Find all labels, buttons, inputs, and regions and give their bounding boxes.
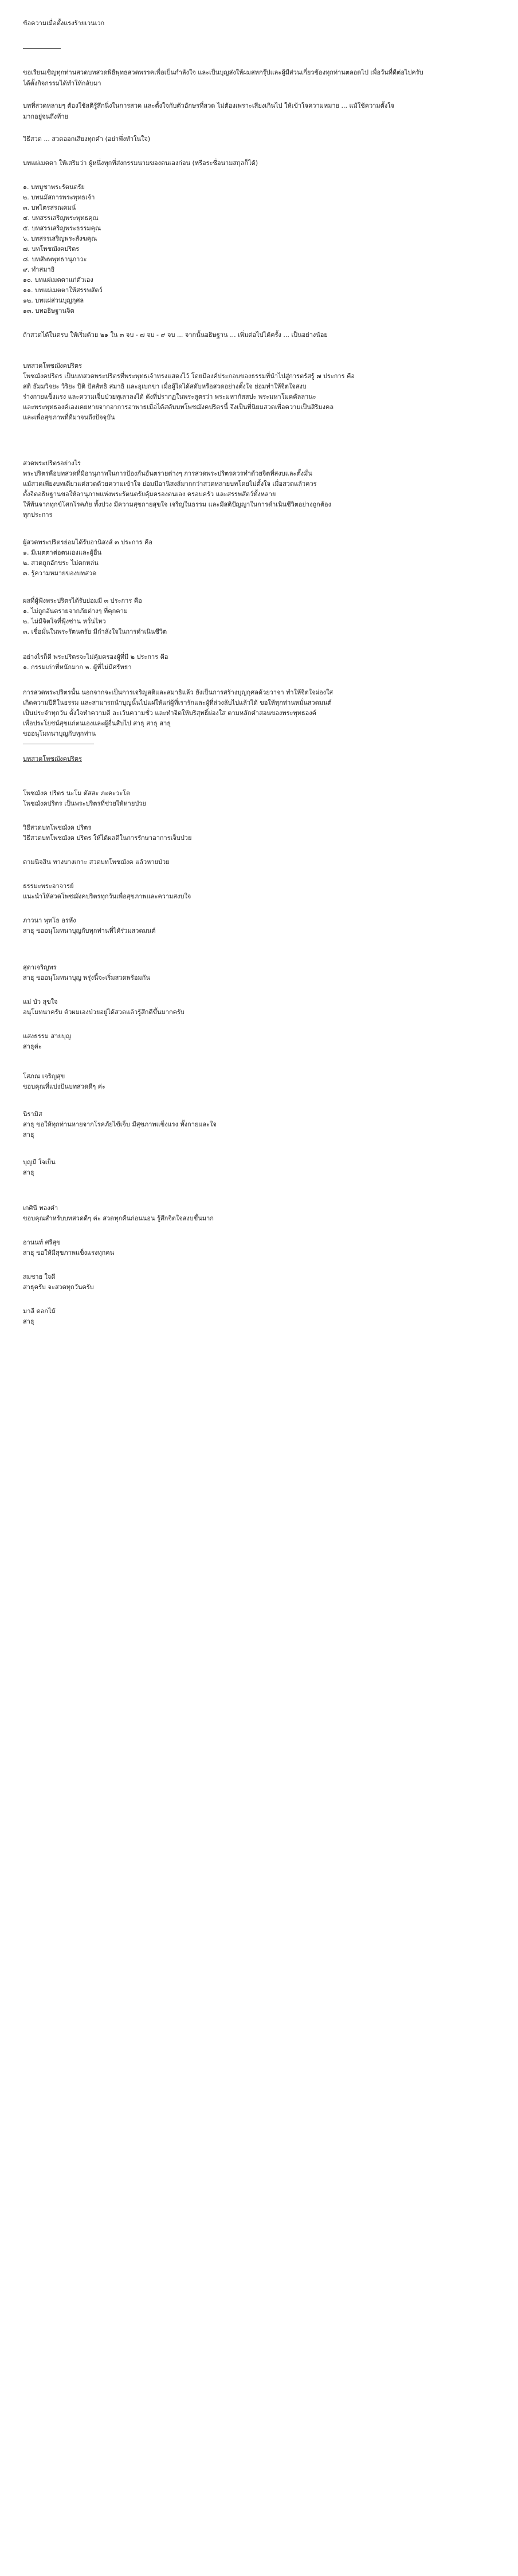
body-line: โพชฌังคปริตร เป็นบทสวดพระปริตรที่พระพุทธเจ้าทรงแสดงไว้ โดยมีองค์ประกอบของธรรมที่นำไปสู่การตรัสรู้ ๗ ประการ คือ	[23, 372, 355, 380]
intro-line: บทที่สวดหลายๆ ต้องใช้สติรู้สึกนิ่งในการสวด และตั้งใจกับตัวอักษรที่สวด ไม่ต้องเพราะเสียงเกินไป ให้เข้าใจความหมาย ... แม้ใช้ความตั้งใจ	[23, 102, 395, 109]
divider	[23, 48, 61, 49]
body-line: ๓. เชื่อมั่นในพระรัตนตรัย มีกำลังใจในการดำเนินชีวิต	[23, 628, 167, 635]
comment-text: แนะนำให้สวดโพชฌังคปริตรทุกวันเพื่อสุขภาพและความสงบใจ	[23, 893, 191, 900]
reply-author: แม่ บัว สุขใจ	[23, 998, 58, 1006]
chant-list-item: ๑. บทบูชาพระรัตนตรัย	[23, 183, 85, 191]
closing-line: เกิดความปีติในธรรม และสามารถนำบุญนั้นไปแผ่ให้แก่ผู้ที่เรารักและผู้ที่ล่วงลับไปแล้วได้ ขอให้ทุกท่านหมั่นสวดมนต์	[23, 699, 332, 706]
reply-text: สาธุ ขอให้ทุกท่านหายจากโรคภัยไข้เจ็บ มีสุขภาพแข็งแรง ทั้งกายและใจ	[23, 1121, 217, 1128]
chant-list-item: ๑๑. บทแผ่เมตตาให้สรรพสัตว์	[23, 286, 103, 294]
closing-line: การสวดพระปริตรนั้น นอกจากจะเป็นการเจริญสติและสมาธิแล้ว ยังเป็นการสร้างบุญกุศลด้วยวาจา ทำให้จิตใจผ่องใส	[23, 689, 333, 696]
intro-line: มากอยู่จนถึงท้าย	[23, 113, 69, 120]
comment-text: โพชฌังคปริตร เป็นพระปริตรที่ช่วยให้หายป่วย	[23, 800, 146, 807]
list-heading: บทแผ่เมตตา ให้เสริมว่า ผู้หนึ่งทุกที่ส่งกรรมนามของตนเองก่อน (หรือระชื่อนามสกุลก็ได้)	[23, 159, 258, 167]
chant-list-item: ๑๐. บทแผ่เมตตาแก่ตัวเอง	[23, 276, 93, 284]
comment-text: สาธุ ขออนุโมทนาบุญกับทุกท่านที่ได้ร่วมสวดมนต์	[23, 927, 156, 934]
body-line: และพระพุทธองค์เองเคยหายจากอาการอาพาธเมื่อได้สดับบทโพชฌังคปริตรนี้ จึงเป็นที่นิยมสวดเพื่อความเป็นสิริมงคล	[23, 403, 334, 411]
method-line: วิธีสวด ... สวดออกเสียงทุกคำ (อย่าพึ่งทำในใจ)	[23, 135, 151, 143]
comment-author: ภาวนา พุทโธ อรหัง	[23, 917, 76, 924]
chant-list-item: ๓. บทไตรสรณคมน์	[23, 204, 76, 211]
body-line: แม้สวดเพียงบทเดียวแต่สวดด้วยความเข้าใจ ย่อมมีอานิสงส์มากกว่าสวดหลายบทโดยไม่ตั้งใจ เมื่อสวดแล้วควร	[23, 480, 317, 488]
comment-author: วิธีสวดบทโพชฌังค ปริตร	[23, 824, 92, 831]
chant-list-item: ๙. ทำสมาธิ	[23, 266, 55, 273]
chant-list-item: ๗. บทโพชฌังคปริตร	[23, 245, 80, 253]
reply-text: สาธุ	[23, 1131, 34, 1138]
comment-author: อานนท์ ศรีสุข	[23, 1239, 61, 1246]
closing-line: ขออนุโมทนาบุญกับทุกท่าน	[23, 730, 96, 737]
comment-author: ธรรมะพระอาจารย์	[23, 882, 74, 890]
closing-line: เพื่อประโยชน์สุขแก่ตนเองและผู้อื่นสืบไป สาธุ สาธุ สาธุ	[23, 720, 171, 727]
comment-text: สาธุ ขอให้มีสุขภาพแข็งแรงทุกคน	[23, 1249, 115, 1256]
body-line: ให้พ้นจากทุกข์โศกโรคภัย ทั้งปวง มีความสุขกายสุขใจ เจริญในธรรม และมีสติปัญญาในการดำเนินชีวิตอย่างถูกต้อง	[23, 501, 331, 508]
section-heading: สวดพระปริตรอย่างไร	[23, 460, 81, 467]
footer-link[interactable]: บทสวดโพชฌังคปริตร	[23, 755, 82, 763]
comment-author: โพชฌังค ปริตร นะโม ตัสสะ ภะคะวะโต	[23, 790, 131, 797]
body-line: ๑. กรรมเก่าที่หนักมาก ๒. ผู้ที่ไม่มีศรัทธา	[23, 663, 132, 671]
comment-author: สมชาย ใจดี	[23, 1273, 56, 1281]
chant-list-item: ๕. บทสรรเสริญพระธรรมคุณ	[23, 225, 101, 232]
section-heading: ผลที่ผู้ฟังพระปริตรได้รับย่อมมี ๓ ประการ คือ	[23, 597, 142, 604]
reply-author: สุดาเจริญพร	[23, 964, 57, 971]
body-line: ร่างกายแข็งแรง และความเจ็บป่วยทุเลาลงได้ ดังที่ปรากฏในพระสูตรว่า พระมหากัสสปะ พระมหาโมคคัลลานะ	[23, 393, 316, 400]
reply-text: ขอบคุณที่แบ่งปันบทสวดดีๆ ค่ะ	[23, 1083, 105, 1090]
chant-list-item: ๔. บทสรรเสริญพระพุทธคุณ	[23, 214, 99, 222]
section-heading: บทสวดโพชฌังคปริตร	[23, 362, 82, 370]
body-line: และเพื่อสุขภาพที่ดีมาจนถึงปัจจุบัน	[23, 414, 115, 421]
comment-author: เกศินี ทองคำ	[23, 1204, 58, 1212]
intro-line: ได้ตั้งกิจกรรมได้ทำให้กลับมา	[23, 80, 101, 87]
body-line: ๓. รู้ความหมายของบทสวด	[23, 570, 97, 577]
reply-text: สาธุ ขออนุโมทนาบุญ พรุ่งนี้จะเริ่มสวดพร้อมกัน	[23, 974, 150, 981]
comment-text: ขอบคุณสำหรับบทสวดดีๆ ค่ะ สวดทุกคืนก่อนนอน รู้สึกจิตใจสงบขึ้นมาก	[23, 1215, 214, 1222]
comment-text: วิธีสวดบทโพชฌังค ปริตร ให้ได้ผลดีในการรักษาอาการเจ็บป่วย	[23, 834, 192, 842]
section-heading: อย่างไรก็ดี พระปริตรจะไม่คุ้มครองผู้ที่มี ๒ ประการ คือ	[23, 653, 168, 661]
post-title: ข้อความเมื่อตั้งแรงร้ายเวนเวก	[23, 19, 105, 27]
comment-author: มาลี ดอกไม้	[23, 1307, 56, 1315]
chant-list-item: ๖. บทสรรเสริญพระสังฆคุณ	[23, 235, 97, 242]
reply-author: บุญมี ใจเย็น	[23, 1159, 56, 1166]
body-line: พระปริตรคือบทสวดที่มีอานุภาพในการป้องกันอันตรายต่างๆ การสวดพระปริตรควรทำด้วยจิตที่สงบและตั้งมั่น	[23, 470, 312, 477]
repeat-note: ถ้าสวดได้ในตรบ ให้เริ่มด้วย ๒๑ ใน ๓ จบ - ๗ จบ - ๙ จบ ... จากนั้นอธิษฐาน ... เพิ่มต่อไปได้ครั้ง ... เป็นอย่างน้อย	[23, 331, 328, 339]
comment-author: ตามนิจสิน ทางบางเกาะ สวดบทโพชฌังค แล้วหายป่วย	[23, 858, 170, 866]
body-line: ๑. มีเมตตาต่อตนเองและผู้อื่น	[23, 549, 102, 556]
closing-line: เป็นประจำทุกวัน ตั้งใจทำความดี ละเว้นความชั่ว และทำจิตให้บริสุทธิ์ผ่องใส ตามหลักคำสอนของพระพุทธองค์	[23, 709, 317, 717]
body-line: ๒. ไม่มีจิตใจที่ฟุ้งซ่าน หวั่นไหว	[23, 618, 106, 625]
body-line: ๑. ไม่ถูกอันตรายจากภัยต่างๆ ที่คุกคาม	[23, 607, 128, 615]
chant-list-item: ๘. บทสัพพพุทธานุภาวะ	[23, 256, 87, 263]
reply-author: นิรามิส	[23, 1110, 42, 1118]
body-line: ทุกประการ	[23, 511, 53, 519]
body-line: ๒. สวดถูกอักขระ ไม่ตกหล่น	[23, 559, 99, 567]
section-heading: ผู้สวดพระปริตรย่อมได้รับอานิสงส์ ๓ ประการ คือ	[23, 539, 152, 546]
intro-line: ขอเรียนเชิญทุกท่านสวดบทสวดพิธีพุทธสวดพรรคเพื่อเป็นกำลังใจ และเป็นบุญส่งให้ผมสหกรุ๊ปและผู้มีส่วนเกี่ยวข้องทุกท่านตลอดไป เพื่อวันที่ดีต่อไปครับ	[23, 69, 423, 76]
chant-list-item: ๒. บทนมัสการพระพุทธเจ้า	[23, 194, 95, 201]
chant-list-item: ๑๒. บทแผ่ส่วนบุญกุศล	[23, 297, 84, 304]
reply-text: สาธุค่ะ	[23, 1043, 42, 1050]
body-line: สติ ธัมมวิจยะ วิริยะ ปีติ ปัสสัทธิ สมาธิ และอุเบกขา เมื่อผู้ใดได้สดับหรือสวดอย่างตั้งใจ ย่อมทำให้จิตใจสงบ	[23, 383, 307, 390]
comment-text: สาธุครับ จะสวดทุกวันครับ	[23, 1283, 94, 1291]
reply-author: แสงธรรม สายบุญ	[23, 1032, 72, 1040]
reply-author: โสภณ เจริญสุข	[23, 1073, 65, 1080]
reply-text: อนุโมทนาครับ ตัวผมเองป่วยอยู่ได้สวดแล้วรู้สึกดีขึ้นมากครับ	[23, 1008, 185, 1016]
chant-list-item: ๑๓. บทอธิษฐานจิต	[23, 307, 74, 315]
reply-text: สาธุ	[23, 1169, 34, 1176]
body-line: ตั้งจิตอธิษฐานขอให้อานุภาพแห่งพระรัตนตรัยคุ้มครองตนเอง ครอบครัว และสรรพสัตว์ทั้งหลาย	[23, 490, 276, 498]
comment-text: สาธุ	[23, 1318, 34, 1325]
